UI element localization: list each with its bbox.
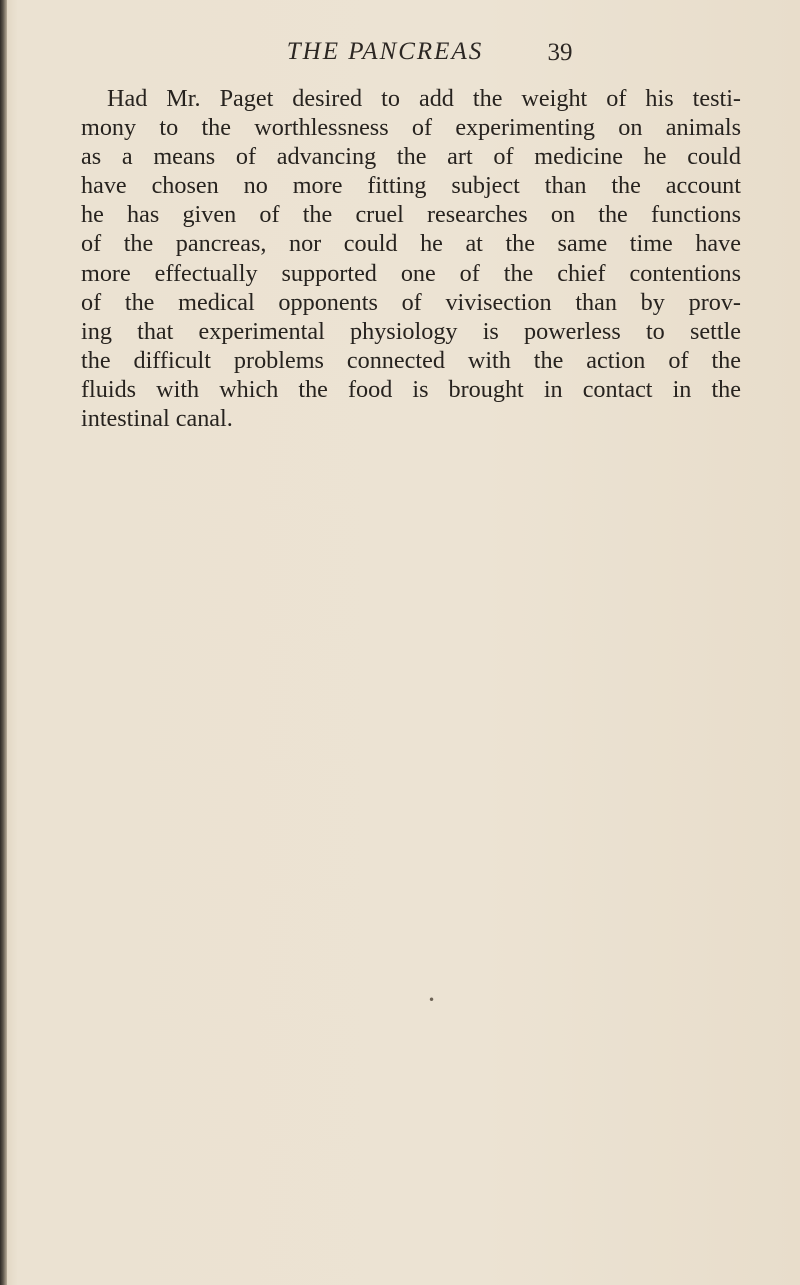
running-title: THE PANCREAS	[286, 38, 484, 65]
text-line: the difficult problems connected with the action of the	[81, 346, 741, 374]
text-line: intestinal canal.	[81, 405, 233, 433]
page-spine-shadow	[0, 0, 7, 1285]
text-line: of the pancreas, nor could he at the same time have	[81, 230, 741, 258]
running-head	[0, 38, 800, 78]
page-number: 39	[547, 39, 573, 66]
text-line: of the medical opponents of vivisection than by prov-	[81, 288, 741, 316]
text-line: have chosen no more fitting subject than the account	[81, 172, 741, 200]
text-line: mony to the worthlessness of experimenting on animals	[81, 114, 741, 142]
paper-speck: •	[428, 993, 436, 1007]
text-line: Had Mr. Paget desired to add the weight of his testi-	[107, 85, 741, 112]
text-line: ing that experimental physiology is powerless to settle	[81, 317, 741, 345]
text-line: fluids with which the food is brought in contact in the	[81, 375, 741, 403]
text-line: more effectually supported one of the chief contentions	[81, 259, 741, 287]
body-paragraph	[81, 84, 741, 433]
text-line: as a means of advancing the art of medicine he could	[81, 143, 741, 171]
text-line: he has given of the cruel researches on the functions	[81, 201, 741, 229]
